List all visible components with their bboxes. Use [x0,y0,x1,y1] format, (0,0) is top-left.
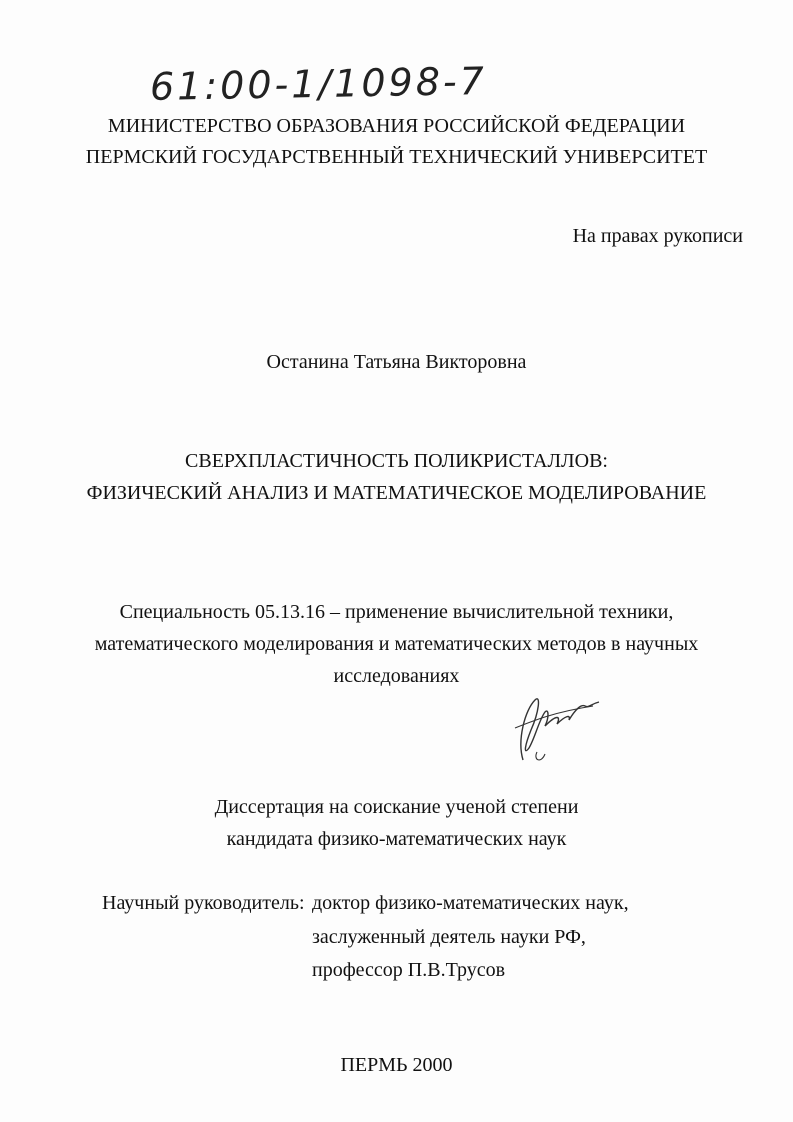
city-year: ПЕРМЬ 2000 [340,1054,453,1076]
thesis-title-line-2: ФИЗИЧЕСКИЙ АНАЛИЗ И МАТЕМАТИЧЕСКОЕ МОДЕЛИРОВАНИЕ [86,482,707,504]
thesis-title-line-1: СВЕРХПЛАСТИЧНОСТЬ ПОЛИКРИСТАЛЛОВ: [185,450,608,472]
supervisor-title: заслуженный деятель науки РФ, [312,926,586,948]
university-heading: ПЕРМСКИЙ ГОСУДАРСТВЕННЫЙ ТЕХНИЧЕСКИЙ УНИВЕРСИТЕТ [85,146,708,168]
rights-note: На правах рукописи [572,225,743,247]
specialty-line-3: исследованиях [333,665,460,687]
dissertation-line-2: кандидата физико-математических наук [226,828,567,850]
handwritten-catalog-code: 61:00-1/1098-7 [149,59,488,109]
dissertation-line-1: Диссертация на соискание ученой степени [214,796,579,818]
ministry-heading: МИНИСТЕРСТВО ОБРАЗОВАНИЯ РОССИЙСКОЙ ФЕДЕРАЦИИ [107,115,686,137]
supervisor-label: Научный руководитель: [102,892,305,914]
signature-image [505,690,615,770]
specialty-line-1: Специальность 05.13.16 – применение вычислительной техники, [119,601,674,623]
supervisor-degree: доктор физико-математических наук, [312,892,629,914]
author-name: Останина Татьяна Викторовна [266,351,527,373]
supervisor-name: профессор П.В.Трусов [312,959,506,981]
specialty-line-2: математического моделирования и математических методов в научных [94,633,699,655]
